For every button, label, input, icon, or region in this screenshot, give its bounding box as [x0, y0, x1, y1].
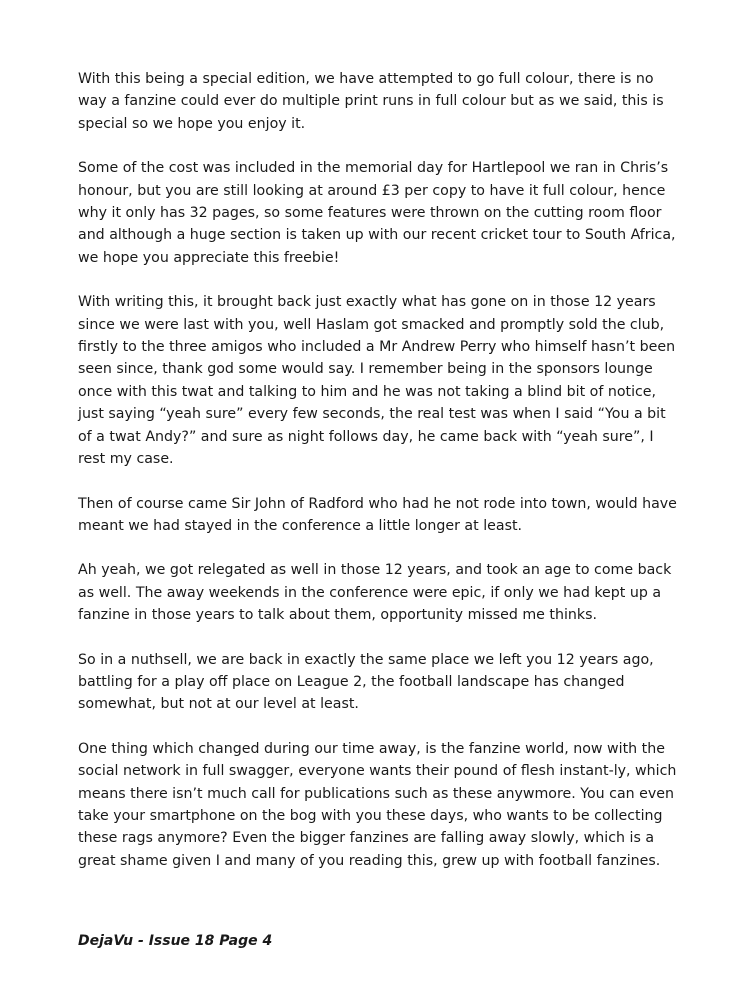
- paragraph-special-edition: With this being a special edition, we have attempted to go full colour, there is no way a fanzine could ever do multiple print runs in full colour but as we said, this is special so we hope you enjoy it.: [78, 71, 664, 132]
- paragraph-fanzine-world: One thing which changed during our time away, is the fanzine world, now with the social network in full swagger, everyone wants their pound of flesh instant-ly, which means there isn’t much call for publications such as these anywmore. You can even take your smartphone on the bog with you these days, who wants to be collecting these rags anymore? Even the bigger fanzines are falling away slowly, which is a great shame given I and many of you reading this, grew up with football fanzines.: [78, 740, 677, 869]
- article-body: [78, 68, 678, 894]
- page-footer: DejaVu - Issue 18 Page 4: [78, 933, 273, 949]
- paragraph-cost: Some of the cost was included in the memorial day for Hartlepool we ran in Chris’s honour, but you are still looking at around £3 per copy to have it full colour, hence why it only has 32 pages, so some features were thrown on the cutting room floor and although a huge section is taken up with our recent cricket tour to South Africa, we hope you appreciate this freebie!: [78, 160, 676, 266]
- paragraph-sir-john: Then of course came Sir John of Radford who had he not rode into town, would have meant we had stayed in the conference a little longer at least.: [78, 495, 677, 534]
- paragraph-relegated: Ah yeah, we got relegated as well in those 12 years, and took an age to come back as well. The away weekends in the conference were epic, if only we had kept up a fanzine in those years to talk about them, opportunity missed me thinks.: [78, 562, 672, 624]
- paragraph-nutshell: So in a nuthsell, we are back in exactly the same place we left you 12 years ago, battling for a play off place on League 2, the football landscape has changed somewhat, but not at our level at least.: [78, 651, 654, 713]
- paragraph-12-years: With writing this, it brought back just exactly what has gone on in those 12 years since we were last with you, well Haslam got smacked and promptly sold the club, firstly to the three amigos who included a Mr Andrew Perry who himself hasn’t been seen since, thank god some would say. I remember being in the sponsors lounge once with this twat and talking to him and he was not taking a blind bit of notice, just saying “yeah sure” every few seconds, the real test was when I said “You a bit of a twat Andy?” and sure as night follows day, he came back with “yeah sure”, I rest my case.: [78, 294, 676, 468]
